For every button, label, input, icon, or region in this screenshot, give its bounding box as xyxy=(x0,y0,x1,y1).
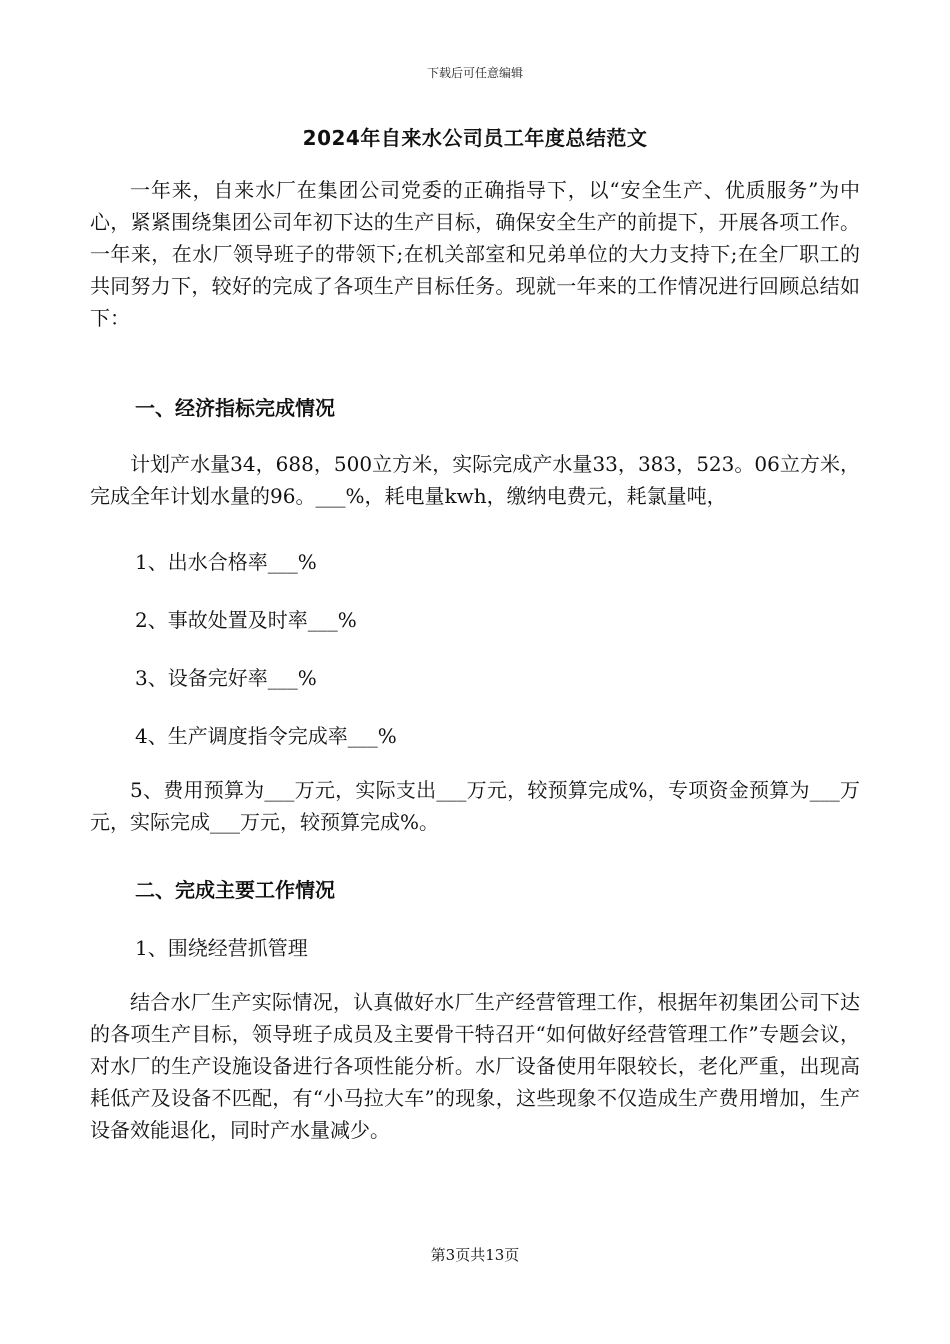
document-title: 2024年自来水公司员工年度总结范文 xyxy=(302,126,648,150)
section2-heading: 二、完成主要工作情况 xyxy=(135,878,335,902)
subheading: 1、围绕经营抓管理 xyxy=(135,936,308,960)
list-item: 3、设备完好率___% xyxy=(135,666,317,690)
section1-paragraph: 计划产水量34，688，500立方米，实际完成产水量33，383，523。06立方米，完成全年计划水量的96。___%，耗电量kwh，缴纳电费元，耗氯量吨， xyxy=(90,452,860,508)
page-number: 第3页共13页 xyxy=(430,1246,520,1264)
header-note: 下载后可任意编辑 xyxy=(426,66,523,80)
section1-heading: 一、经济指标完成情况 xyxy=(135,396,335,420)
intro-paragraph: 一年来，自来水厂在集团公司党委的正确指导下，以“安全生产、优质服务”为中心，紧紧围绕集团公司年初下达的生产目标，确保安全生产的前提下，开展各项工作。一年来，在水厂领导班子的带领下;在机关部室和兄弟单位的大力支持下;在全厂职工的共同努力下，较好的完成了各项生产目标任务。现就一年来的工作情况进行回顾总结如下： xyxy=(90,178,860,330)
section2-paragraph: 结合水厂生产实际情况，认真做好水厂生产经营管理工作，根据年初集团公司下达的各项生产目标，领导班子成员及主要骨干特召开“如何做好经营管理工作”专题会议，对水厂的生产设施设备进行各项性能分析。水厂设备使用年限较长，老化严重，出现高耗低产及设备不匹配，有“小马拉大车”的现象，这些现象不仅造成生产费用增加，生产设备效能退化，同时产水量减少。 xyxy=(90,990,860,1142)
list-item: 2、事故处置及时率___% xyxy=(135,608,357,632)
list-item-5: 5、费用预算为___万元，实际支出___万元，较预算完成%，专项资金预算为___万元，实际完成___万元，较预算完成%。 xyxy=(90,778,860,834)
list-item: 1、出水合格率___% xyxy=(135,550,317,574)
list-item: 4、生产调度指令完成率___% xyxy=(135,724,397,748)
